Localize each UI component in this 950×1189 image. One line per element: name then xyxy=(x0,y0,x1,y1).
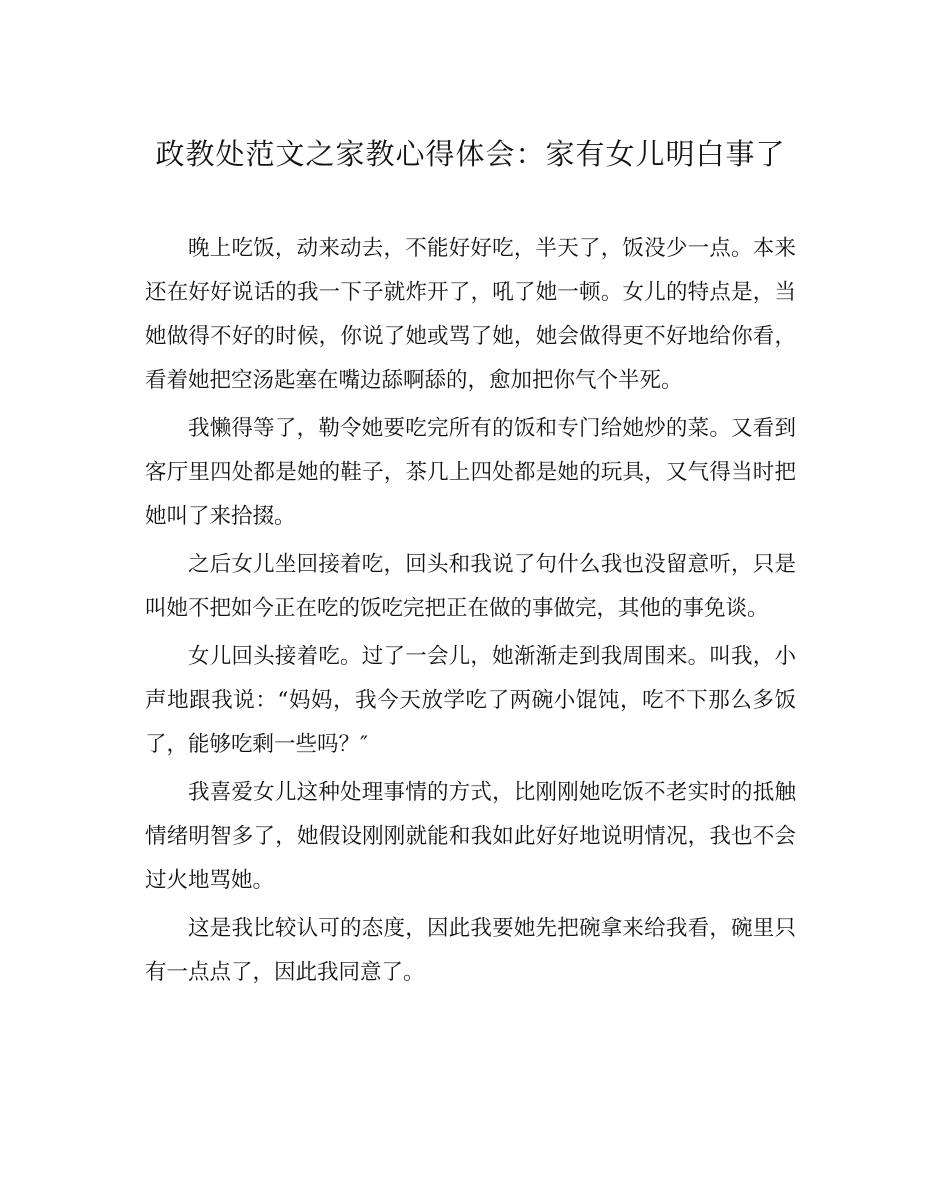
paragraph-6: 这是我比较认可的态度，因此我要她先把碗拿来给我看，碗里只有一点点了，因此我同意了。 xyxy=(145,916,796,985)
document-body xyxy=(145,227,796,995)
paragraph-1: 晚上吃饭，动来动去，不能好好吃，半天了，饭没少一点。本来还在好好说话的我一下子就炸开了，吼了她一顿。女儿的特点是，当她做得不好的时候，你说了她或骂了她，她会做得更不好地给你看，看着她把空汤匙塞在嘴边舔啊舔的，愈加把你气个半死。 xyxy=(145,236,796,393)
paragraph-4: 女儿回头接着吃。过了一会儿，她渐渐走到我周围来。叫我，小声地跟我说：“妈妈，我今天放学吃了两碗小馄饨，吃不下那么多饭了，能够吃剩一些吗？″ xyxy=(145,644,796,757)
paragraph-2: 我懒得等了，勒令她要吃完所有的饭和专门给她炒的菜。又看到客厅里四处都是她的鞋子，茶几上四处都是她的玩具，又气得当时把她叫了来拾掇。 xyxy=(145,416,796,529)
paragraph-3: 之后女儿坐回接着吃，回头和我说了句什么我也没留意听，只是叫她不把如今正在吃的饭吃完把正在做的事做完，其他的事免谈。 xyxy=(145,552,796,621)
paragraph-5: 我喜爱女儿这种处理事情的方式，比刚刚她吃饭不老实时的抵触情绪明智多了，她假设刚刚就能和我如此好好地说明情况，我也不会过火地骂她。 xyxy=(145,780,796,893)
document-title: 政教处范文之家教心得体会：家有女儿明白事了 xyxy=(155,137,786,171)
